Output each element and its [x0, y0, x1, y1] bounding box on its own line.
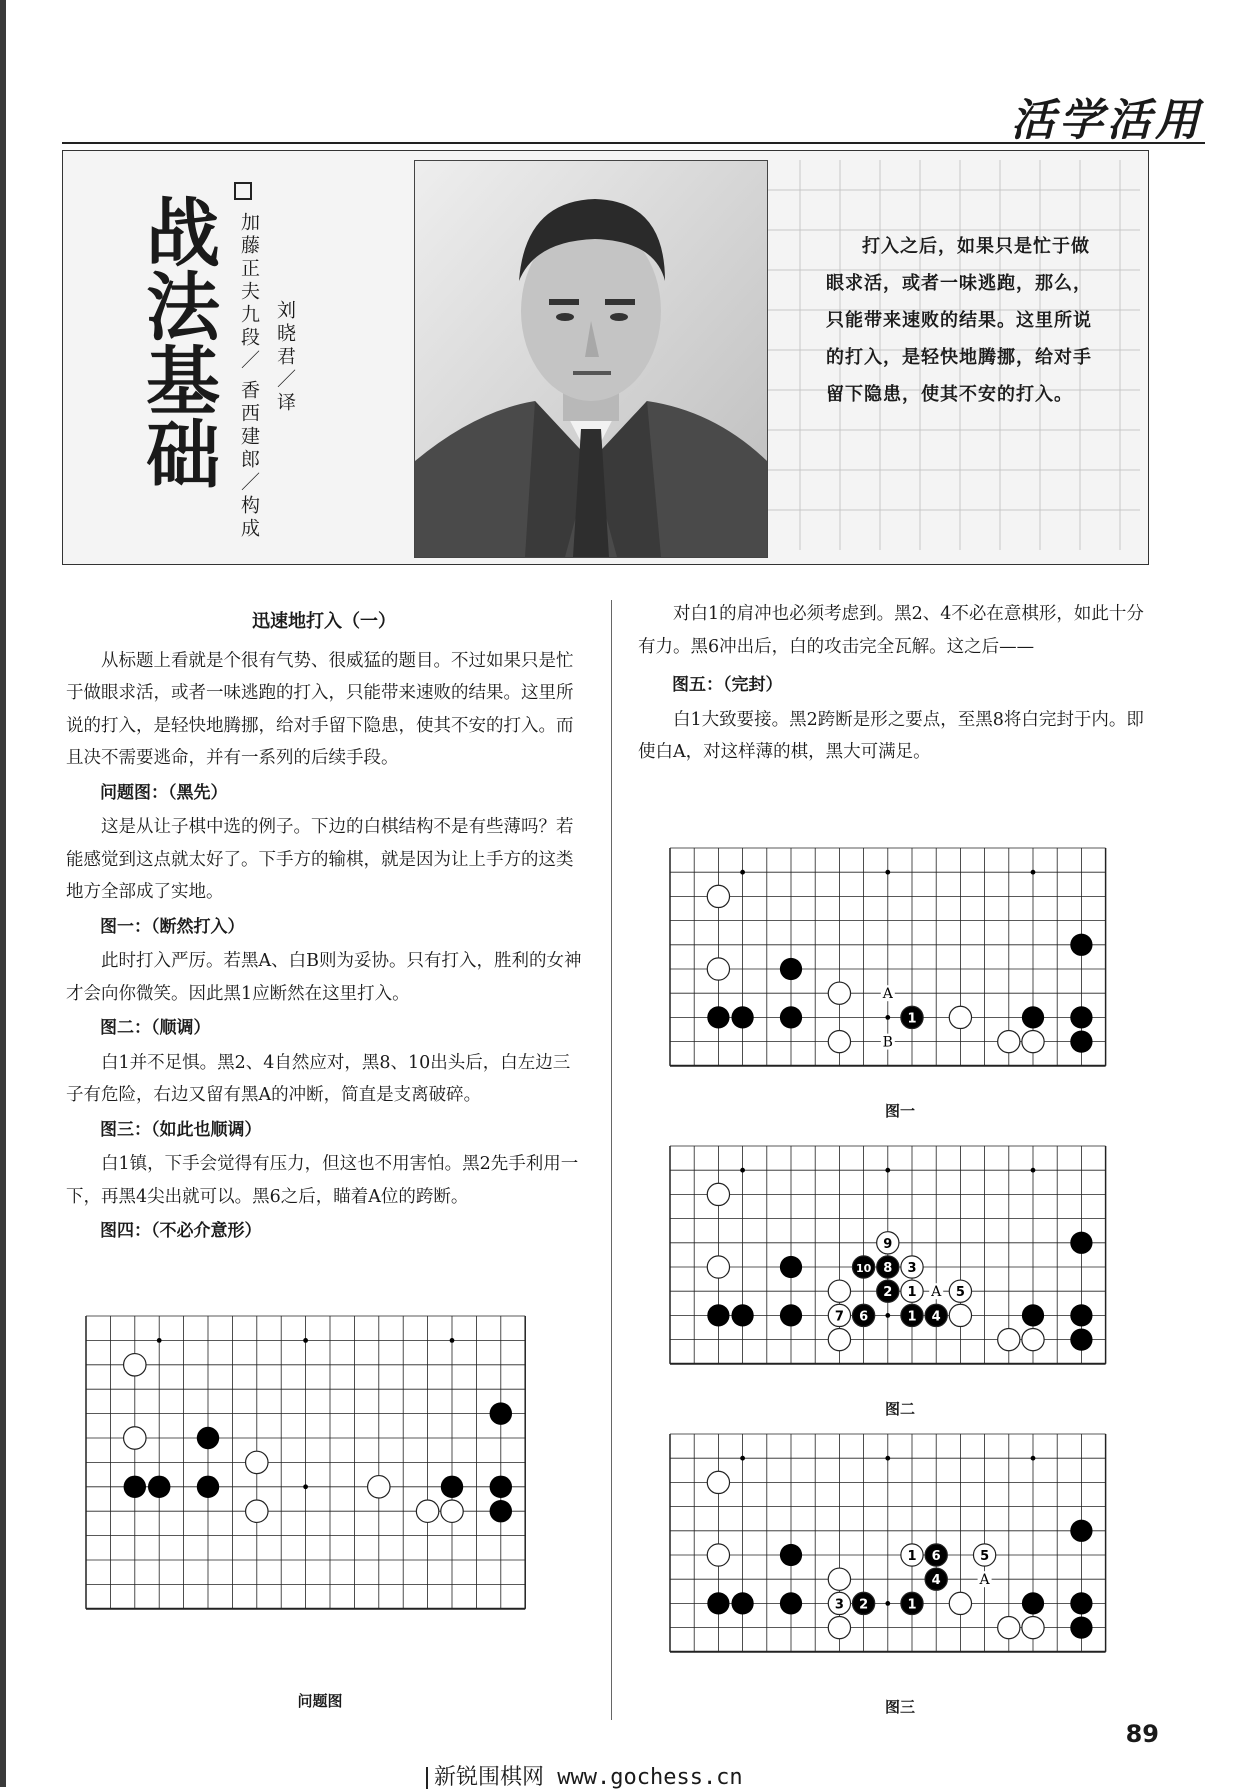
black-stone [1022, 1592, 1044, 1614]
black-stone [780, 1304, 802, 1326]
black-stone [780, 958, 802, 980]
star-point [740, 1456, 745, 1461]
page-number: 89 [1125, 1720, 1159, 1748]
black-stone [731, 1304, 753, 1326]
star-point [740, 1168, 745, 1173]
black-stone [707, 1592, 729, 1614]
black-stone [731, 1592, 753, 1614]
diagram-caption: 问题图 [297, 1692, 343, 1710]
star-point [1031, 1456, 1036, 1461]
star-point [303, 1338, 308, 1343]
move-number: 1 [907, 1011, 917, 1027]
move-number: 3 [907, 1261, 917, 1276]
move-number: 4 [931, 1573, 941, 1589]
white-stone [998, 1030, 1020, 1052]
move-number: 6 [859, 1309, 869, 1325]
white-stone [124, 1427, 146, 1449]
black-stone [197, 1476, 219, 1498]
white-stone [707, 958, 729, 980]
paragraph: 对白1的肩冲也必须考虑到。黑2、4不必在意棋形，如此十分有力。黑6冲出后，白的攻击完全瓦解。这之后—— [638, 604, 1144, 657]
credit-translator: 刘晓君／译 [274, 300, 296, 415]
page-edge-shadow [0, 0, 6, 1787]
section-title: 活学活用 [1011, 95, 1203, 146]
paragraph: 白1镇，下手会觉得有压力，但这也不用害怕。黑2先手利用一下，再黑4尖出就可以。黑6之后，瞄着A位的跨断。 [66, 1154, 579, 1207]
paragraph: 此时打入严厉。若黑A、白B则为妥协。只有打入，胜利的女神才会向你微笑。因此黑1应断然在这里打入。 [66, 951, 582, 1004]
left-column [66, 606, 582, 1250]
white-stone [1022, 1616, 1044, 1638]
subheading: 图三：（如此也顺调） [100, 1119, 262, 1140]
move-number: 2 [859, 1597, 869, 1613]
star-point [1031, 870, 1036, 875]
black-stone [148, 1476, 170, 1498]
subheading: 问题图：（黑先） [100, 782, 228, 803]
black-stone [1070, 1616, 1092, 1638]
subheading: 图一：（断然打入） [100, 916, 245, 937]
black-stone [1022, 1304, 1044, 1326]
black-stone [707, 1304, 729, 1326]
move-number: 6 [931, 1549, 941, 1564]
credit-composer: 香西建郎／构成 [238, 380, 260, 541]
star-point [885, 870, 890, 875]
paragraph: 从标题上看就是个很有气势、很威猛的题目。不过如果只是忙于做眼求活，或者一味逃跑的打入，只能带来速败的结果。这里所说的打入，是轻快地腾挪，给对手留下隐患，使其不安的打入。而且决不需要逃命，并有一系列的后续手段。 [66, 650, 574, 768]
black-stone [124, 1476, 146, 1498]
article-title: 战法基础 [134, 194, 220, 490]
black-stone [490, 1476, 512, 1498]
star-point [885, 1168, 890, 1173]
white-stone [828, 982, 850, 1004]
move-number: 5 [955, 1285, 965, 1301]
star-point [885, 1015, 890, 1020]
diagram-caption: 图三 [884, 1698, 915, 1716]
white-stone [828, 1568, 850, 1590]
white-stone [707, 1183, 729, 1205]
move-number: 3 [834, 1597, 844, 1613]
black-stone [441, 1476, 463, 1498]
title-box-mark [234, 182, 252, 200]
white-stone [441, 1500, 463, 1522]
white-stone [124, 1354, 146, 1376]
article-intro: 打入之后，如果只是忙于做眼求活，或者一味逃跑，那么，只能带来速败的结果。这里所说的打入，是轻快地腾挪，给对手留下隐患，使其不安的打入。 [826, 236, 1092, 405]
move-number: 5 [980, 1549, 990, 1564]
white-stone [998, 1328, 1020, 1350]
point-label: B [882, 1034, 893, 1051]
black-stone [1070, 934, 1092, 956]
black-stone [731, 1006, 753, 1028]
white-stone [707, 1471, 729, 1493]
star-point [157, 1338, 162, 1343]
point-label: A [931, 1284, 942, 1301]
star-point [740, 870, 745, 875]
go-board-problem [80, 1310, 560, 1650]
white-stone [707, 885, 729, 907]
section-heading: 迅速地打入（一） [252, 611, 396, 632]
go-board-fig2 [664, 1140, 1124, 1390]
footer-watermark [426, 1760, 743, 1791]
move-number: 2 [883, 1285, 893, 1301]
star-point [885, 1601, 890, 1606]
black-stone [1070, 1328, 1092, 1350]
white-stone [416, 1500, 438, 1522]
white-stone [246, 1500, 268, 1522]
black-stone [1070, 1006, 1092, 1028]
white-stone [707, 1544, 729, 1566]
star-point [1031, 1168, 1036, 1173]
white-stone [368, 1476, 390, 1498]
black-stone [780, 1006, 802, 1028]
white-stone [246, 1451, 268, 1473]
white-stone [1022, 1328, 1044, 1350]
move-number: 9 [883, 1236, 893, 1252]
paragraph: 白1大致要接。黑2跨断是形之要点，至黑8将白完封于内。即使白A，对这样薄的棋，黑大可满足。 [638, 709, 1144, 762]
point-label: A [882, 986, 893, 1003]
black-stone [780, 1256, 802, 1278]
paragraph: 这是从让子棋中选的例子。下边的白棋结构不是有些薄吗？若能感觉到这点就太好了。下手方的输棋，就是因为让上手方的这类地方全部成了实地。 [66, 817, 574, 902]
black-stone [1022, 1006, 1044, 1028]
white-stone [828, 1030, 850, 1052]
footer-text: 新锐围棋网 www.gochess.cn [434, 1765, 743, 1790]
black-stone [707, 1006, 729, 1028]
star-point [885, 1456, 890, 1461]
move-number: 1 [907, 1597, 917, 1613]
footer-bar [426, 1767, 428, 1789]
credit-author: 加藤正夫九段／ [238, 212, 260, 373]
move-number: 10 [855, 1262, 872, 1275]
move-number: 1 [907, 1309, 917, 1325]
header-rule [62, 142, 1205, 144]
black-stone [1070, 1520, 1092, 1542]
white-stone [828, 1280, 850, 1302]
black-stone [1070, 1592, 1092, 1614]
black-stone [490, 1500, 512, 1522]
board-grid [86, 1316, 525, 1609]
move-number: 1 [907, 1285, 917, 1301]
right-column [638, 598, 1158, 769]
black-stone [1070, 1304, 1092, 1326]
paragraph: 白1并不足惧。黑2、4自然应对，黑8、10出头后，白左边三子有危险，右边又留有黑A的冲断，简直是支离破碎。 [66, 1052, 571, 1105]
black-stone [780, 1592, 802, 1614]
black-stone [490, 1402, 512, 1424]
author-portrait [414, 160, 768, 558]
star-point [303, 1484, 308, 1489]
column-divider [611, 600, 612, 1720]
white-stone [707, 1256, 729, 1278]
move-number: 4 [931, 1309, 941, 1325]
star-point [885, 1313, 890, 1318]
white-stone [949, 1304, 971, 1326]
subheading: 图五：（完封） [672, 675, 783, 695]
black-stone [780, 1544, 802, 1566]
white-stone [998, 1616, 1020, 1638]
white-stone [1022, 1030, 1044, 1052]
go-board-fig3 [664, 1428, 1124, 1678]
black-stone [197, 1427, 219, 1449]
diagram-caption: 图一 [884, 1102, 915, 1120]
point-label: A [979, 1572, 990, 1589]
subheading: 图四：（不必介意形） [100, 1221, 262, 1241]
black-stone [1070, 1232, 1092, 1254]
white-stone [828, 1616, 850, 1638]
white-stone [828, 1328, 850, 1350]
subheading: 图二：（顺调） [100, 1018, 211, 1038]
move-number: 7 [834, 1309, 844, 1325]
go-board-fig1 [664, 842, 1124, 1092]
black-stone [1070, 1030, 1092, 1052]
star-point [450, 1338, 455, 1343]
diagram-caption: 图二 [884, 1400, 915, 1418]
move-number: 8 [883, 1261, 893, 1276]
white-stone [949, 1006, 971, 1028]
move-number: 1 [907, 1549, 917, 1564]
white-stone [949, 1592, 971, 1614]
